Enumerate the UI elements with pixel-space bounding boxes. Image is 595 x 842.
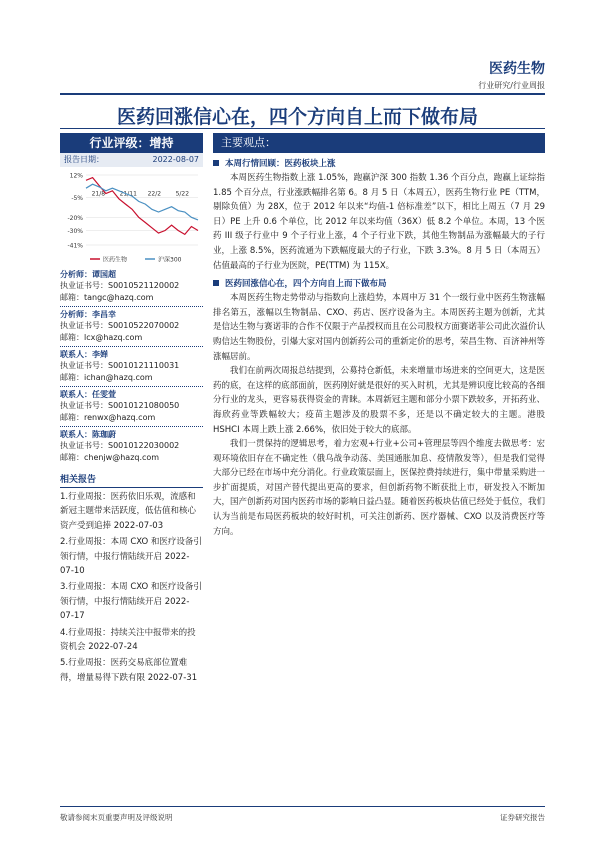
related-report-item[interactable]: 5.行业周报：医药交易底部位置难得，增量易得下跌有限 2022-07-31 [60,658,198,683]
analyst-role-name [60,309,203,320]
analyst-license: 执业证书号：S0010121080050 [60,401,180,410]
related-report-item[interactable]: 4.行业周报：持续关注中报带来的投资机会 2022-07-24 [60,627,196,653]
y-tick-label: -5% [71,194,83,202]
related-report-item[interactable]: 2.行业周报：本周 CXO 和医疗设备引领行情，中报行情陆续开启 2022-07-10 [60,537,202,577]
rating-banner: 行业评级：增持 [60,133,203,153]
analyst-name: 陈珈蔚 [92,430,116,439]
analyst-separator [60,346,203,347]
section-heading-text: 医药回涨信心在，四个方向自上而下做布局 [225,279,387,290]
square-bullet-icon [213,160,219,166]
x-tick-label: 5/22 [175,190,190,198]
analyst-email: 邮箱：tangc@hazq.com [60,293,154,302]
analyst-separator [60,426,203,427]
body-paragraph: 本周医药生物走势带动与指数向上涨趋势，本周申万 31 个一级行业中医药生物涨幅排名第五，涨幅以生物制品、CXO、药店、医疗设备为主。本周医药主题为创新，尤其是信达生物与赛诺菲的合作不仅限于产品授权而且在公司股权方面赛诺菲公司此次溢价认购信达生物股份，引爆大家对国内创新药公司的重新定价的思考，荣昌生物、百济神州等涨幅居前。 [213,293,545,362]
analyst-list [60,269,203,464]
analyst-role-name [60,349,203,360]
footer-divider [60,806,545,807]
analyst-email: 邮箱：renwx@hazq.com [60,413,156,422]
analyst-license: 执业证书号：S0010121110031 [60,361,180,370]
x-tick-label: 21/8 [91,190,106,198]
analyst-role-name [60,389,203,400]
related-report-item[interactable]: 1.行业周报：医药依旧乐观，流感和新冠主题带来活跃度，低估值和核心资产受到追捧 2022-07-03 [60,492,197,531]
analyst-name: 谭国超 [92,270,116,279]
analyst-separator [60,386,203,387]
main-sections [213,157,545,539]
footer-disclaimer: 敬请参阅末页重要声明及评级说明 [60,813,173,822]
square-bullet-icon [213,280,219,286]
analyst-license: 执业证书号：S0010521120002 [60,281,180,290]
analyst-name: 李婵 [92,350,108,359]
analyst-role: 分析师： [60,310,92,319]
analyst-license: 执业证书号：S0010522070002 [60,321,180,330]
related-reports-heading: 相关报告 [60,472,203,488]
title-divider [60,128,545,129]
analyst-role-name [60,429,203,440]
body-paragraph: 我们一贯保持的逻辑思考，着力宏观+行业+公司+管理层等四个维度去做思考：宏观环境依旧存在不确定性（俄乌战争动荡、美国通胀加息、疫情散发等），但是我们觉得大部分已经在市场中充分消化。行业政策层面上，医保控费持续进行，集中带量采购进一步扩面提质，对国产替代提出更高的要求，但创新药物不断获批上市，研发投入不断加大，国产创新药对国内医药市场的影响日益凸显。随着医药板块估值已经处于低位，我们认为当前是布局医药板块的较好时机，可关注创新药、医疗器械、CXO 以及消费医疗等方向。 [213,439,545,537]
y-tick-label: -41% [67,242,83,250]
related-report-item[interactable]: 3.行业周报：本周 CXO 和医疗设备引领行情，中报行情陆续开启 2022-07-17 [60,582,202,622]
analyst-email: 邮箱：lcx@hazq.com [60,333,143,342]
y-tick-label: 12% [69,172,83,180]
analyst-email: 邮箱：chenjw@hazq.com [60,453,160,462]
y-tick-label: -30% [67,227,83,235]
analyst-license: 执业证书号：S0010122030002 [60,441,180,450]
report-date: 2022-08-07 [152,155,199,164]
analyst-role-name [60,269,203,280]
analyst-separator [60,306,203,307]
report-type: 行业研究/行业周报 [478,81,545,90]
header-divider [60,93,545,95]
analyst-role: 联系人： [60,350,92,359]
performance-chart-svg [60,167,203,267]
series-line [86,178,198,235]
performance-chart [60,167,203,267]
body-paragraph: 本周医药生物指数上涨 1.05%，跑赢沪深 300 指数 1.36 个百分点，跑赢上证综指 1.85 个百分点，行业涨跌幅排名第 6。8 月 5 日（本周五），医药生物行业 PE（TTM，剔除负值）为 28X，位于 2012 年以来“均值-1 倍标准差”以下，相比上周五（7 月 29 日）PE 上升 0.6 个单位，比 2012 年以来均值（36X）低 8.2 个单位。本周，13 个医药 III 级子行业中 9 个子行业上涨，4 个子行业下跌，其他生物制品为涨幅最大的子行业，上涨 8.5%，医药流通为下跌幅度最大的子行业，下跌 3.3%。8 月 5 日（本周五）估值最高的子行业为医院，PE(TTM) 为 115X。 [213,173,545,271]
report-title: 医药回涨信心在，四个方向自上而下做布局 [116,106,478,128]
analyst-role: 联系人： [60,390,92,399]
section-heading [213,157,545,169]
date-label: 报告日期： [64,155,104,164]
report-date-row [60,153,203,167]
x-tick-label: 21/11 [119,190,137,198]
legend-label: 医药生物 [103,256,128,264]
analyst-name: 李昌幸 [92,310,116,319]
analyst-role: 联系人： [60,430,92,439]
main-points-banner: 主要观点： [213,133,545,153]
section-heading-text: 本周行情回顾：医药板块上涨 [225,159,336,169]
left-column [60,133,203,685]
sector-name: 医药生物 [489,61,545,77]
analyst-name: 任雯萱 [92,390,116,399]
related-reports-list [60,490,203,685]
analyst-role: 分析师： [60,270,92,279]
x-tick-label: 22/2 [147,190,162,198]
body-paragraph: 我们在前两次周报总结提到，公募持仓新低，未来增量市场进来的空间更大，这是医药的底，在这样的底部面前，医药刚好就是很好的买入时机，尤其是辨识度比较高的各细分行业的龙头，更容易获得资金的青睐。本周新冠主题和部分小票下跌较多，开拓药业、海欣药业等跌幅较大；疫苗主题涉及的股票不多，还是以不确定较大的主题。港股 HSHCI 本周上跌上涨 2.66%，依旧处于较大的底部。 [213,366,545,435]
legend-label: 沪深300 [158,256,182,264]
right-column [213,133,545,539]
section-heading [213,277,545,289]
analyst-email: 邮箱：ichan@hazq.com [60,373,153,382]
y-tick-label: -20% [67,214,83,222]
footer-label: 证券研究报告 [500,813,545,822]
